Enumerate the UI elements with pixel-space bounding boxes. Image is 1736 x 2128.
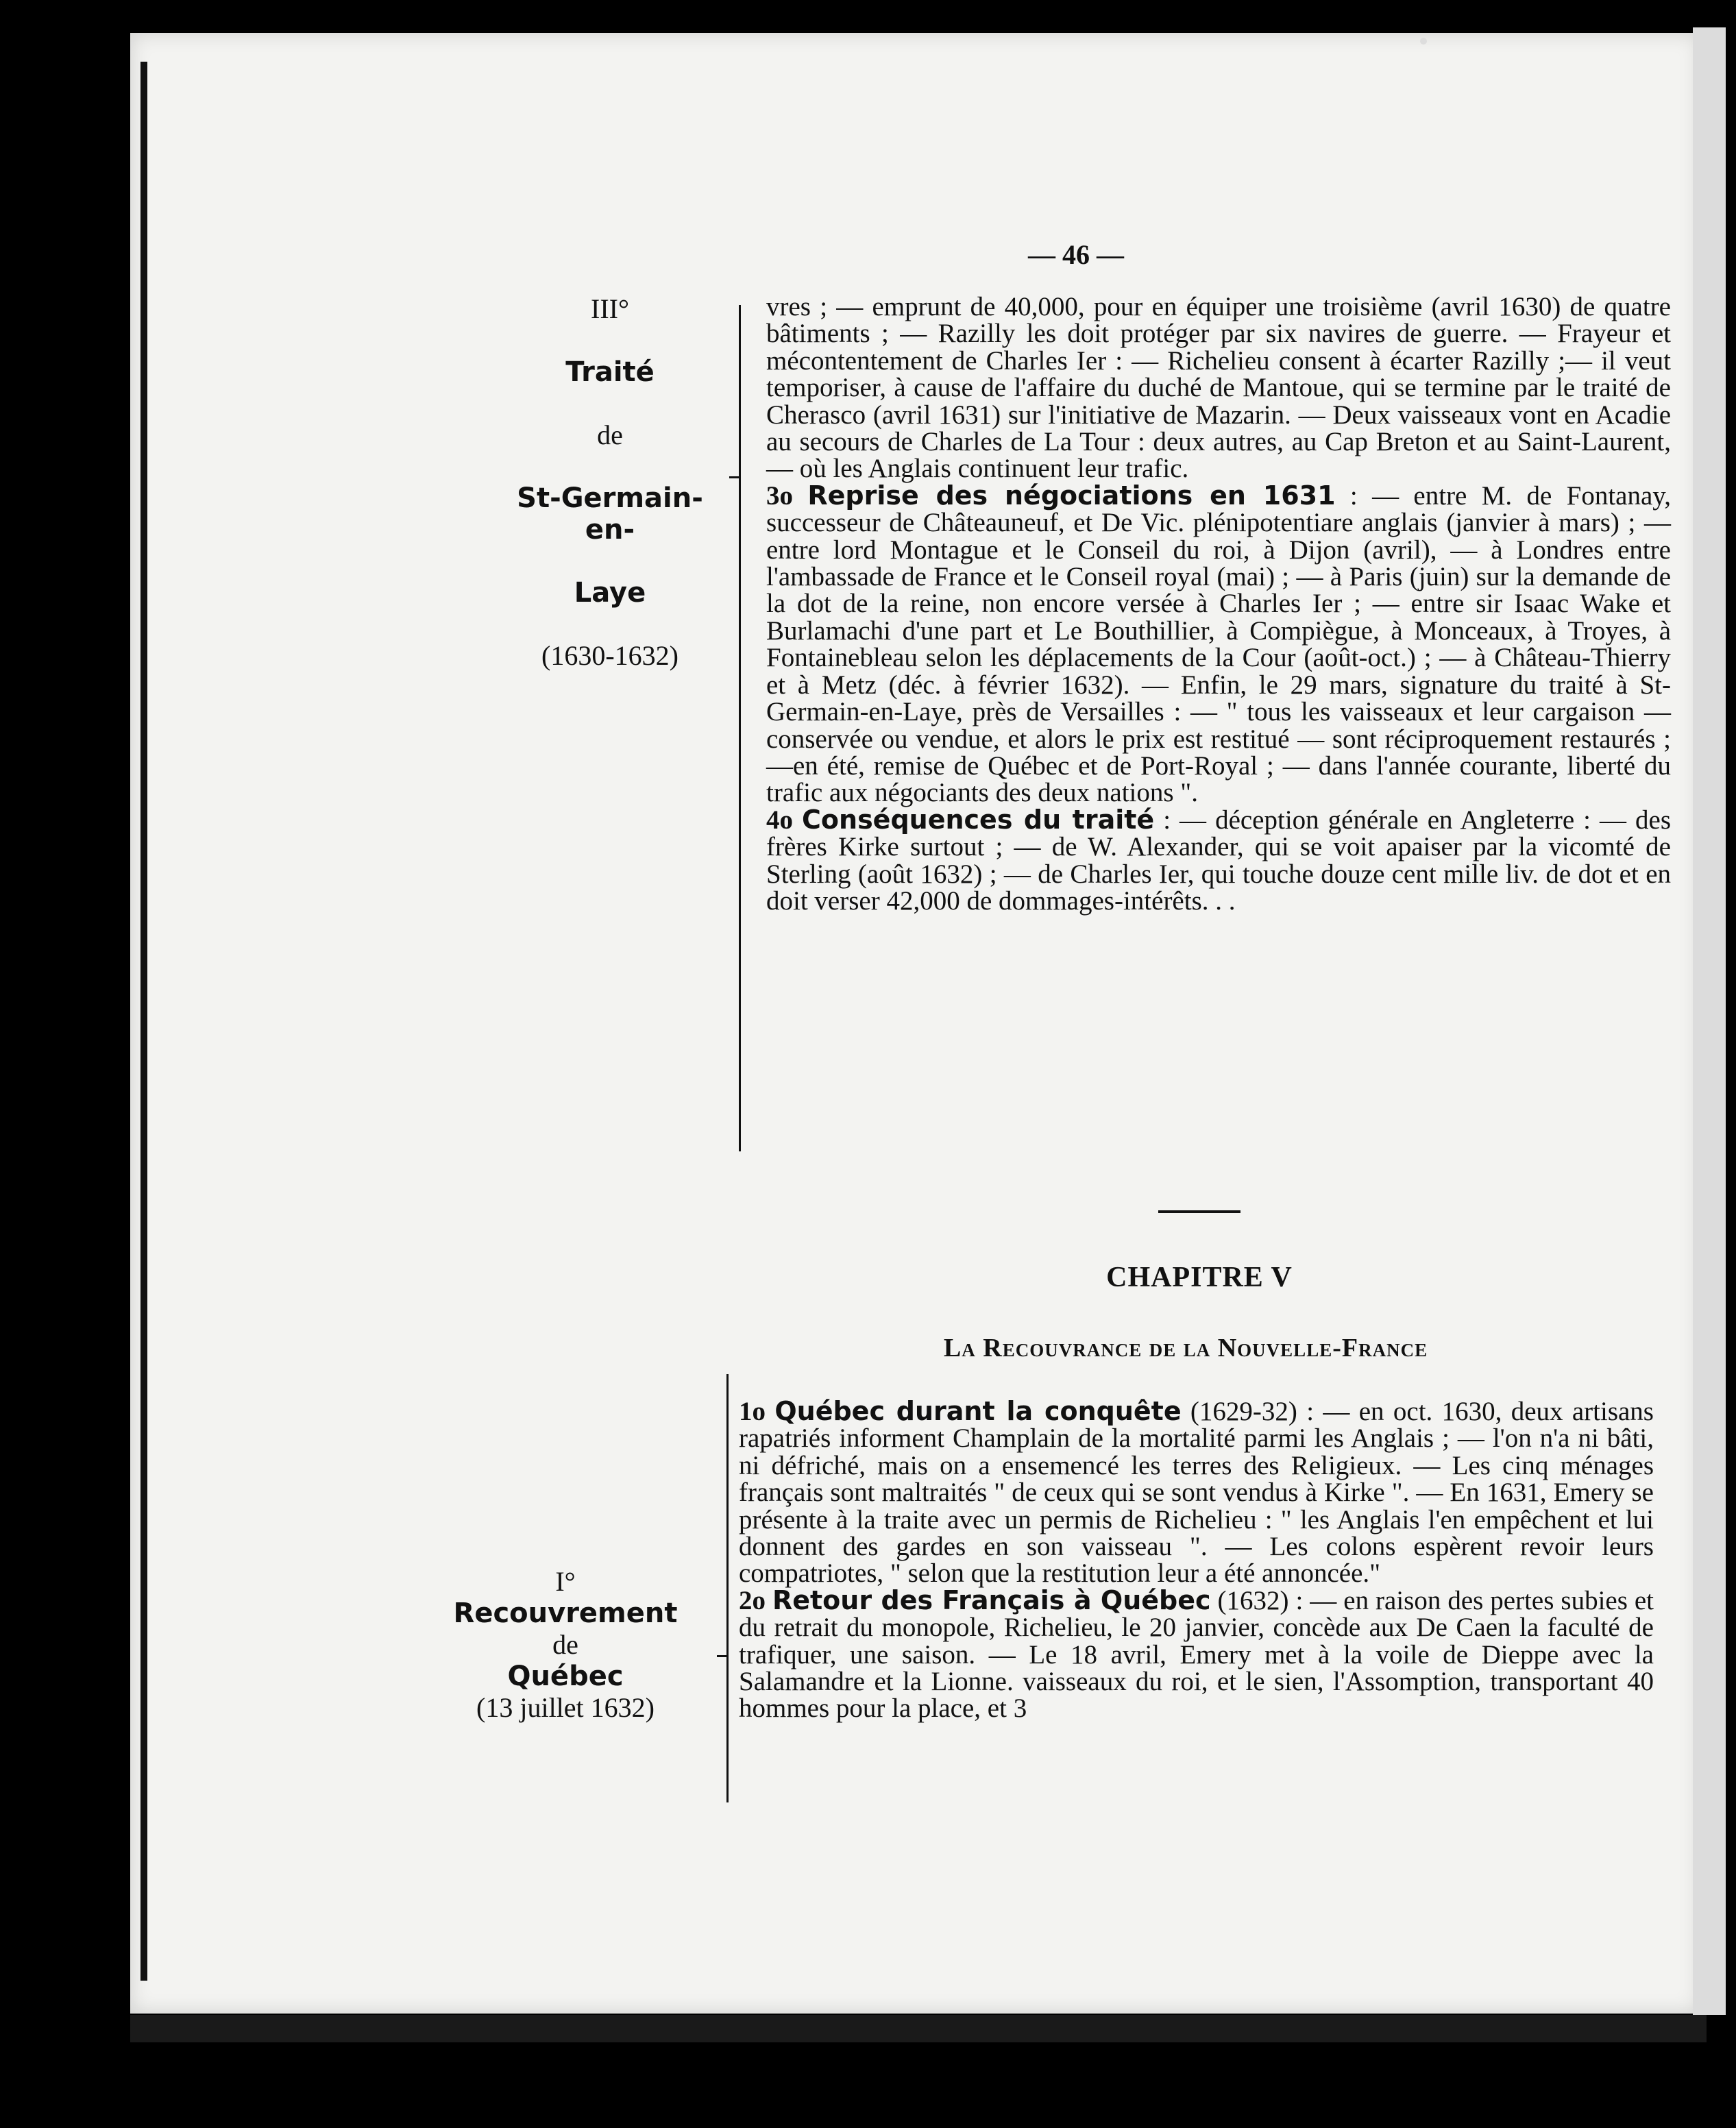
page-bottom-edge bbox=[130, 2015, 1707, 2042]
item-heading: Reprise des négociations en 1631 bbox=[807, 480, 1336, 511]
margin-line: Québec bbox=[507, 1661, 624, 1692]
item-number: 3o bbox=[766, 480, 793, 511]
margin-line: de bbox=[597, 419, 623, 450]
margin-line: de bbox=[552, 1629, 578, 1660]
item-body: (1632) : — en raison des pertes subies et du retrait du monopole, Richelieu, le 20 janvier, concède aux De Caen la faculté de trafiquer, une saison. — Le 18 avril, Emery met à la voile de Dieppe avec la Salamandre et la Lionne. vaisseaux du roi, et le sien, l'Assomption, transportant 40 hommes pour la place, et 3 bbox=[739, 1585, 1654, 1724]
item-number: 4o bbox=[766, 805, 793, 835]
item-quebec-conquest bbox=[739, 1398, 1654, 1587]
item-body: : — déception générale en Angleterre : — des frères Kirke surtout ; — de W. Alexander, qui se voit apaiser par la vicomté de Sterling (août 1632) ; — de Charles Ier, qui touche douze cent mille liv. de dot et en doit verser 42,000 de dommages-intérêts. . . bbox=[766, 805, 1672, 916]
brace-section2 bbox=[726, 1374, 738, 1802]
margin-line: St-Germain-en- bbox=[517, 482, 703, 546]
item-consequences bbox=[766, 804, 1672, 916]
chapter-subtitle: La Recouvrance de la Nouvelle-France bbox=[943, 1334, 1428, 1362]
item-body: : — entre M. de Fontanay, successeur de Châteauneuf, et De Vic. plénipotentiare anglais (janvier à mars) ; — entre lord Montague et le Conseil du roi, à Dijon (avril), — à Londres entre l'ambassade de France et le Conseil royal (mai) ; — à Paris (juin) sur la demande de la dot de la reine, non encore versée à Charles Ier ; — entre sir Isaac Wake et Burlamachi d'une part et Le Bouthillier, à Compiègue, à Monceaux, à Troyes, à Fontainebleau selon les déplacements de la Cour (août-oct.) ; — à Château-Thierry et à Metz (déc. à février 1632). — Enfin, le 29 mars, signature du traité à St-Germain-en-Laye, près de Versailles : — " tous les vaisseaux et leur cargaison — conservée ou vendue, et alors le prix est restitué — sont réciproquement restaurés ;—en été, remise de Québec et de Port-Royal ; — dans l'année courante, liberté du trafic aux négociants des deux nations ". bbox=[766, 480, 1672, 808]
margin-note-recovery bbox=[439, 1566, 692, 1724]
section2-text bbox=[739, 1398, 1654, 1722]
page-right-edge bbox=[1693, 27, 1726, 2015]
item-return-french bbox=[739, 1587, 1654, 1722]
speck bbox=[1420, 38, 1427, 45]
margin-line: III° bbox=[591, 293, 629, 324]
item-heading: Conséquences du traité bbox=[802, 804, 1155, 835]
item-heading: Québec durant la conquête bbox=[774, 1396, 1182, 1426]
margin-line: (13 juillet 1632) bbox=[476, 1692, 655, 1723]
margin-note-treaty bbox=[493, 293, 726, 672]
page-number: — 46 — bbox=[1028, 239, 1124, 270]
section1-text bbox=[766, 293, 1671, 914]
item-reprise bbox=[766, 482, 1671, 807]
brace-section1 bbox=[739, 305, 750, 1151]
margin-line: (1630-1632) bbox=[541, 640, 678, 671]
margin-line: Laye bbox=[574, 577, 646, 609]
chapter-title: CHAPITRE V bbox=[1106, 1262, 1293, 1293]
continuation-paragraph: vres ; — emprunt de 40,000, pour en équiper une troisième (avril 1630) de quatre bâtiments ; — Razilly les doit protéger par six navires de guerre. — Frayeur et mécontentement de Charles Ier : — Richelieu consent à écarter Razilly ;— il veut temporiser, à cause de l'affaire du duché de Mantoue, qui se termine par le traité de Cherasco (avril 1631) sur l'initiative de Mazarin. — Deux vaisseaux vont en Acadie au secours de Charles de La Tour : deux autres, au Cap Breton et au Saint-Laurent, — où les Anglais continuent leur trafic. bbox=[766, 292, 1671, 484]
item-number: 2o bbox=[739, 1585, 766, 1615]
item-heading: Retour des Français à Québec bbox=[772, 1585, 1211, 1615]
margin-line: Traité bbox=[565, 356, 655, 388]
brace-tip bbox=[729, 476, 739, 478]
margin-line: Recouvrement bbox=[453, 1598, 678, 1629]
item-number: 1o bbox=[739, 1397, 766, 1426]
item-body: (1629-32) : — en oct. 1630, deux artisans rapatriés informent Champlain de la mortalité parmi les Anglais ; — l'on n'a ni bâti, ni défriché, mais on a ensemencé les terres des Religieux. — Les cinq ménages français sont maltraités " de ceux qui se sont vendus à Kirke ". — En 1631, Emery se présente à la traite avec un permis de Richelieu : " les Anglais l'en empêchent et lui donnent des gardes en son vaisseau ". — Les colons espèrent revoir leurs compatriotes, " selon que la restitution leur a été annoncée." bbox=[739, 1397, 1654, 1589]
margin-line: I° bbox=[555, 1566, 576, 1597]
page-edge-rule bbox=[140, 62, 147, 1981]
brace-tip bbox=[717, 1655, 726, 1657]
section-divider bbox=[1158, 1210, 1240, 1213]
